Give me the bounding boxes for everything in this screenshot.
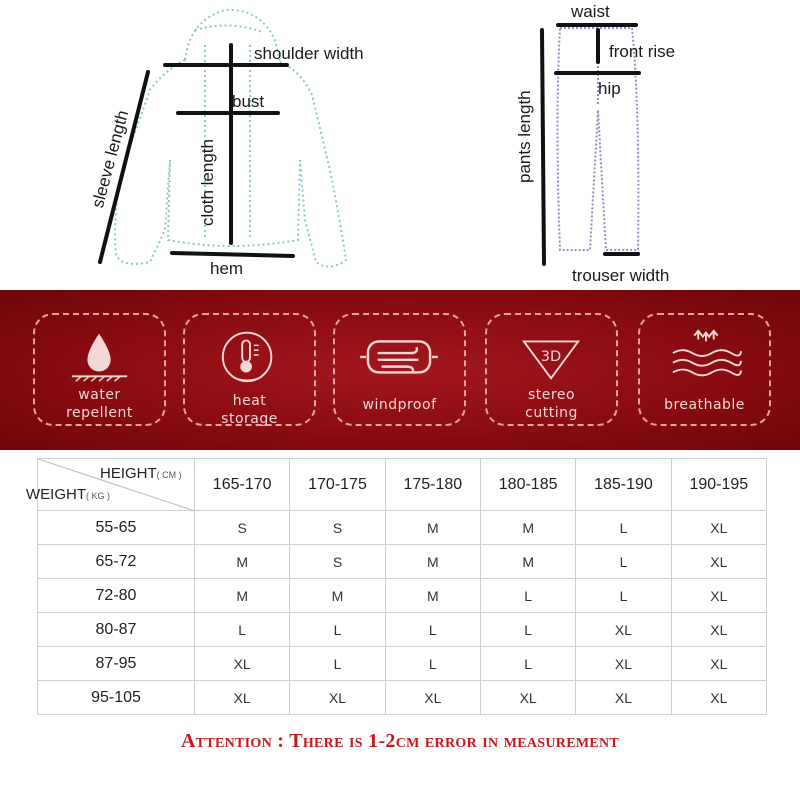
feature-breathable — [638, 313, 771, 426]
feature-line1: windproof — [362, 397, 437, 413]
size-cell: M — [385, 545, 480, 579]
table-row — [38, 613, 767, 647]
height-unit: ( CM ) — [156, 470, 182, 480]
size-cell: L — [576, 579, 671, 613]
feature-line2: repellent — [66, 405, 133, 421]
size-cell: L — [385, 647, 480, 681]
feature-line1: stereo — [527, 387, 576, 403]
table-row — [38, 681, 767, 715]
weight-cell: 80-87 — [38, 613, 195, 647]
size-cell: L — [195, 613, 290, 647]
size-cell: S — [195, 511, 290, 545]
breathable-waves-icon — [640, 327, 769, 383]
cloth-length-label: cloth length — [198, 139, 217, 226]
feature-water-repellent — [33, 313, 166, 426]
table-header-row — [38, 459, 767, 511]
sleeve-length-label: sleeve length — [88, 108, 133, 210]
measurement-diagram — [0, 0, 800, 290]
feature-heat-storage — [183, 313, 316, 426]
thermometer-icon — [185, 327, 314, 383]
weight-label-text: WEIGHT — [26, 486, 86, 503]
height-axis-label — [100, 465, 182, 482]
height-header: 190-195 — [671, 459, 766, 511]
feature-windproof — [333, 313, 466, 426]
height-header: 180-185 — [480, 459, 575, 511]
water-drop-icon — [35, 327, 164, 383]
table-row — [38, 511, 767, 545]
feature-line2: storage — [221, 411, 278, 427]
pants-length-label: pants length — [515, 90, 534, 183]
size-cell: L — [385, 613, 480, 647]
height-header: 165-170 — [195, 459, 290, 511]
shoulder-width-label: shoulder width — [254, 44, 364, 63]
size-cell: XL — [195, 681, 290, 715]
3d-diamond-icon — [487, 327, 616, 383]
weight-cell: 95-105 — [38, 681, 195, 715]
size-cell: XL — [671, 545, 766, 579]
size-cell: XL — [290, 681, 385, 715]
trouser-width-label: trouser width — [572, 266, 670, 285]
size-cell: M — [290, 579, 385, 613]
size-cell: XL — [576, 681, 671, 715]
bust-label: bust — [232, 92, 265, 111]
table-corner-cell — [26, 459, 195, 511]
size-cell: XL — [480, 681, 575, 715]
hip-label: hip — [598, 79, 621, 98]
size-cell: XL — [671, 511, 766, 545]
size-cell: XL — [385, 681, 480, 715]
waist-label: waist — [571, 2, 610, 21]
feature-band — [0, 290, 800, 450]
feature-line1: breathable — [664, 397, 745, 413]
feature-line1: heat — [232, 393, 267, 409]
weight-cell: 72-80 — [38, 579, 195, 613]
size-cell: L — [290, 613, 385, 647]
size-cell: L — [480, 613, 575, 647]
size-cell: L — [480, 647, 575, 681]
size-cell: L — [480, 579, 575, 613]
size-cell: L — [576, 511, 671, 545]
weight-cell: 65-72 — [38, 545, 195, 579]
feature-line1: water — [78, 387, 121, 403]
size-cell: S — [290, 511, 385, 545]
height-header: 185-190 — [576, 459, 671, 511]
height-label-text: HEIGHT — [100, 465, 157, 482]
size-cell: M — [385, 579, 480, 613]
size-cell: M — [480, 545, 575, 579]
attention-note: Attention : There is 1-2cm error in measurement — [180, 730, 620, 752]
size-cell: L — [576, 545, 671, 579]
size-cell: XL — [576, 647, 671, 681]
weight-cell: 55-65 — [38, 511, 195, 545]
table-row — [38, 545, 767, 579]
size-cell: M — [385, 511, 480, 545]
size-chart-table — [26, 458, 767, 715]
size-cell: XL — [671, 579, 766, 613]
size-cell: M — [195, 579, 290, 613]
weight-unit: ( KG ) — [86, 491, 110, 501]
front-rise-label: front rise — [609, 42, 676, 61]
height-header: 170-175 — [290, 459, 385, 511]
size-cell: XL — [195, 647, 290, 681]
height-header: 175-180 — [385, 459, 480, 511]
table-row — [38, 647, 767, 681]
size-cell: XL — [671, 613, 766, 647]
wind-icon — [335, 327, 464, 383]
table-row — [38, 579, 767, 613]
size-cell: L — [290, 647, 385, 681]
jacket-measure-lines — [100, 45, 293, 262]
size-cell: XL — [671, 681, 766, 715]
size-cell: S — [290, 545, 385, 579]
weight-cell: 87-95 — [38, 647, 195, 681]
feature-stereo-cutting — [485, 313, 618, 426]
size-cell: XL — [576, 613, 671, 647]
size-cell: M — [480, 511, 575, 545]
feature-line2: cutting — [525, 405, 578, 421]
size-cell: M — [195, 545, 290, 579]
hem-label: hem — [210, 259, 244, 278]
size-cell: XL — [671, 647, 766, 681]
weight-axis-label — [26, 486, 110, 503]
3d-badge: 3D — [540, 348, 562, 365]
